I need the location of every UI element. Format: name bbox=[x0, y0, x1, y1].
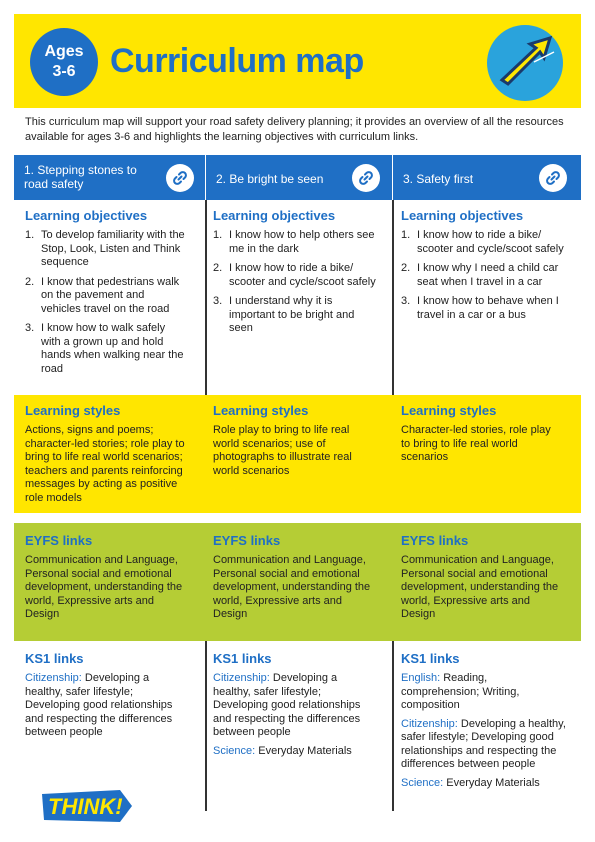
list-number: 2. bbox=[401, 262, 411, 274]
list-number: 1. bbox=[401, 229, 411, 241]
column-heading-label: 2. Be bright be seen bbox=[216, 172, 324, 186]
list-number: 1. bbox=[213, 229, 223, 241]
age-badge-range: 3-6 bbox=[52, 63, 76, 80]
list-item bbox=[213, 295, 377, 336]
section-title: Learning styles bbox=[213, 403, 309, 418]
ks1-link-entry bbox=[401, 718, 566, 772]
list-item bbox=[25, 276, 185, 317]
list-item bbox=[213, 262, 377, 289]
column-heading-label: 3. Safety first bbox=[403, 172, 474, 186]
ks1-link-entry bbox=[401, 777, 566, 791]
list-number: 2. bbox=[25, 275, 35, 288]
list-item bbox=[401, 262, 571, 289]
road-arrow-logo-icon bbox=[484, 22, 566, 104]
ks1-links-col2 bbox=[213, 651, 373, 763]
ks1-subject-text: Developing a healthy, safer lifestyle; Developing good relationships and respecting the differences between people bbox=[401, 717, 566, 770]
ks1-link-entry bbox=[401, 672, 566, 713]
eyfs-links-text: Communication and Language, Personal social and emotional development, understanding the world, Expressive arts and Design bbox=[25, 554, 183, 620]
objectives-list bbox=[25, 229, 185, 376]
chain-link-icon bbox=[358, 170, 374, 186]
section-title: Learning objectives bbox=[25, 208, 148, 223]
header-banner bbox=[14, 14, 581, 108]
ks1-subject-text: Everyday Materials bbox=[255, 744, 352, 757]
list-item-text: I know how to ride a bike/ scooter and cycle/scoot safely bbox=[229, 262, 376, 288]
column-heading-safety-first bbox=[393, 155, 581, 200]
learning-styles-text: Character-led stories, role play to bring to life real world scenarios bbox=[401, 424, 551, 463]
section-title: Learning styles bbox=[401, 403, 497, 418]
learning-styles-col3 bbox=[401, 403, 561, 470]
list-number: 3. bbox=[213, 295, 223, 307]
section-title: KS1 links bbox=[213, 651, 272, 666]
age-badge bbox=[30, 28, 98, 96]
section-title: KS1 links bbox=[401, 651, 460, 666]
column-divider bbox=[392, 200, 394, 395]
list-item-text: I understand why it is important to be bright and seen bbox=[229, 295, 355, 334]
section-title: EYFS links bbox=[25, 533, 93, 548]
ks1-subject-label: Citizenship: bbox=[401, 717, 458, 730]
ks1-link-entry bbox=[213, 745, 373, 759]
eyfs-links-col1 bbox=[25, 533, 190, 627]
learning-objectives-col2 bbox=[213, 208, 377, 342]
list-item-text: I know why I need a child car seat when I travel in a car bbox=[417, 262, 559, 288]
section-title: Learning objectives bbox=[401, 208, 524, 223]
learning-styles-col1 bbox=[25, 403, 185, 510]
list-item-text: I know how to ride a bike/ scooter and cycle/scoot safely bbox=[417, 229, 564, 255]
list-item-text: To develop familiarity with the Stop, Look, Listen and Think sequence bbox=[41, 229, 185, 268]
list-item bbox=[25, 229, 185, 270]
list-item bbox=[401, 295, 571, 322]
list-number: 1. bbox=[25, 229, 35, 241]
column-divider bbox=[392, 641, 394, 811]
ks1-link-entry bbox=[213, 672, 373, 740]
learning-objectives-col3 bbox=[401, 208, 571, 328]
chain-link-icon bbox=[172, 170, 188, 186]
list-item-text: I know how to help others see me in the dark bbox=[229, 229, 375, 255]
list-item bbox=[401, 229, 571, 256]
page-title: Curriculum map bbox=[110, 42, 364, 80]
learning-styles-col2 bbox=[213, 403, 373, 483]
column-divider bbox=[205, 641, 207, 811]
objectives-list bbox=[213, 229, 377, 336]
section-title: EYFS links bbox=[213, 533, 281, 548]
age-badge-label: Ages bbox=[44, 43, 84, 60]
ks1-links-col1 bbox=[25, 651, 187, 745]
section-title: Learning styles bbox=[25, 403, 121, 418]
section-title: KS1 links bbox=[25, 651, 84, 666]
chain-link-icon bbox=[545, 170, 561, 186]
section-title: Learning objectives bbox=[213, 208, 336, 223]
ks1-subject-label: English: bbox=[401, 672, 441, 684]
ks1-subject-text: Developing a healthy, safer lifestyle; Developing good relationships and respecting the differences between people bbox=[25, 672, 173, 738]
eyfs-links-col2 bbox=[213, 533, 378, 627]
learning-objectives-col1 bbox=[25, 208, 185, 382]
ks1-subject-label: Science: bbox=[213, 744, 256, 757]
list-number: 3. bbox=[25, 322, 35, 334]
think-logo-text: THINK! bbox=[48, 794, 123, 819]
list-item bbox=[25, 322, 185, 376]
list-item-text: I know how to behave when I travel in a car or a bus bbox=[417, 295, 559, 321]
link-button[interactable] bbox=[539, 164, 567, 192]
list-item bbox=[213, 229, 377, 256]
intro-paragraph: This curriculum map will support your road safety delivery planning; it provides an overview of all the resources available for ages 3-6 and highlights the learning objectives with curriculum links. bbox=[25, 116, 564, 143]
ks1-subject-label: Science: bbox=[401, 776, 444, 789]
ks1-links-col3 bbox=[401, 651, 566, 795]
ks1-subject-text: Reading, comprehension; Writing, composition bbox=[401, 672, 520, 711]
learning-styles-text: Actions, signs and poems; character-led stories; role play to bring to life real world scenarios; teachers and parents reinforcing messages by acting as positive role models bbox=[25, 424, 185, 504]
link-button[interactable] bbox=[352, 164, 380, 192]
column-heading-be-bright bbox=[206, 155, 392, 200]
ks1-link-entry bbox=[25, 672, 187, 740]
column-heading-label: 1. Stepping stones to road safety bbox=[24, 163, 137, 191]
column-heading-stepping-stones bbox=[14, 155, 205, 200]
column-divider bbox=[205, 200, 207, 395]
think-logo bbox=[40, 786, 135, 826]
ks1-subject-label: Citizenship: bbox=[213, 672, 270, 684]
list-number: 3. bbox=[401, 295, 411, 307]
ks1-subject-text: Everyday Materials bbox=[443, 776, 540, 789]
section-title: EYFS links bbox=[401, 533, 469, 548]
list-number: 2. bbox=[213, 262, 223, 274]
ks1-subject-label: Citizenship: bbox=[25, 672, 82, 684]
eyfs-links-col3 bbox=[401, 533, 566, 627]
link-button[interactable] bbox=[166, 164, 194, 192]
list-item-text: I know that pedestrians walk on the pavement and vehicles travel on the road bbox=[41, 275, 180, 315]
ks1-subject-text: Developing a healthy, safer lifestyle; Developing good relationships and respecting the differences between people bbox=[213, 672, 361, 738]
eyfs-links-text: Communication and Language, Personal social and emotional development, understanding the world, Expressive arts and Design bbox=[213, 554, 371, 620]
list-item-text: I know how to walk safely with a grown up and hold hands when walking near the road bbox=[41, 322, 184, 375]
objectives-list bbox=[401, 229, 571, 322]
eyfs-links-text: Communication and Language, Personal social and emotional development, understanding the world, Expressive arts and Design bbox=[401, 554, 559, 620]
learning-styles-text: Role play to bring to life real world scenarios; use of photographs to illustrate real world scenarios bbox=[213, 424, 352, 477]
